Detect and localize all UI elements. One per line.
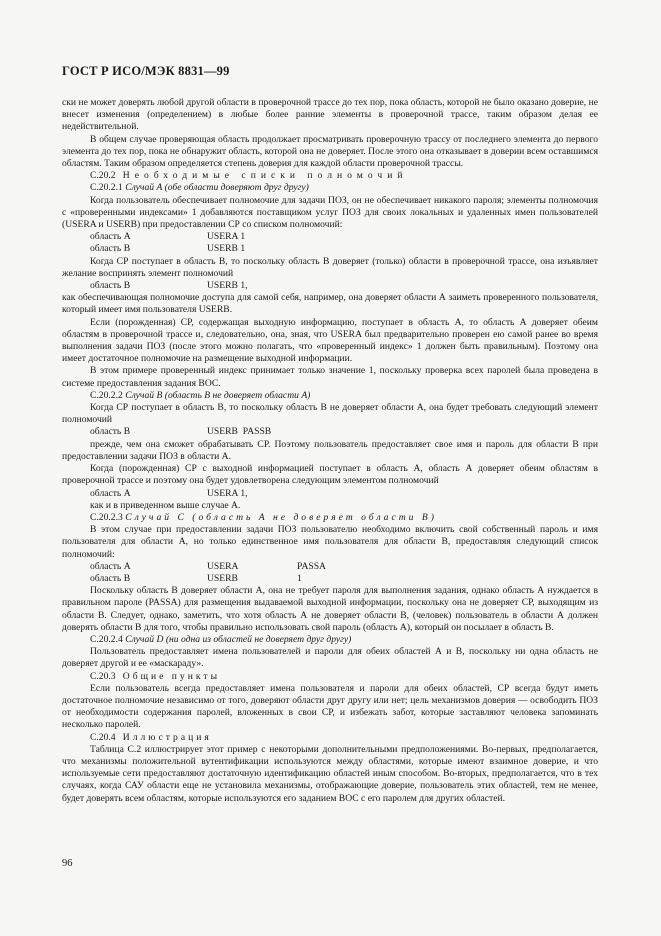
paragraph: Когда пользователь обеспечивает полномочие для задачи ПОЗ, он не обеспечивает никакого пароля; элементы полномочия с «проверенными индексами» 1 добавляются поставщиком услуг ПОЗ для своих локальных и удаленных имен пользователей (USERA и USERB) при предоставлении СР со списком полномочий: [62, 194, 598, 231]
paragraph: как обеспечивающая полномочие доступа для самой себя, например, она доверяет области А заиметь проверенного пользователя, который имеет имя пользователя USERB. [62, 292, 598, 316]
page-header: ГОСТ Р ИСО/МЭК 8831—99 [62, 64, 230, 78]
subsection-heading: С.20.2.2 Случай В (область В не доверяет области А) [90, 389, 311, 401]
subsection-heading: С.20.2.3 Случай С (область А не доверяет области В) [90, 511, 437, 523]
authority-row: область В USERB 1 [90, 243, 246, 255]
authority-row: область А USERA PASSA [90, 560, 326, 572]
document-body [62, 97, 598, 805]
paragraph: Когда СР поступает в область В, то поскольку область В доверяет (только) области в проверочной трассе, она изъявляет желание воспринять элемент полномочий [62, 255, 598, 279]
paragraph: Если пользователь всегда предоставляет имена пользователя и пароли для обеих областей, СР всегда будут иметь достаточное полномочие независимо от того, доверяют области друг другу или нет; цель механизмов доверия — освободить ПОЗ от необходимости содержания паролей, вложенных в свои СР, и избежать забот, которые заставляют человека запоминать несколько паролей. [62, 682, 598, 731]
paragraph: Когда (порожденная) СР с выходной информацией поступает в область А, область А доверяет обеим областям в проверочной трассе и поэтому она будет удовлетворена следующим элементом полномочий [62, 463, 598, 487]
paragraph: Таблица С.2 иллюстрирует этот пример с некоторыми дополнительными предположениями. Во-первых, предполагается, что механизмы положительной вутентификации используются между областями, которые имеют взаимное доверие, и что используемые сети предоставляют достаточную идентификацию областей иным способом. Во-вторых, предполагается, что в тех случаях, когда САУ области еще не установила механизмы, отображающие доверие, пользователь этих областей, тем не менее, будет доверять всем областям, которые используются его заданием ВОС с его паролем для других областей. [62, 743, 598, 804]
paragraph: ски не может доверять любой другой области в проверочной трассе до тех пор, пока область, которой не было оказано доверие, не внесет изменения (определением) в любые более ранние элементы в проверочной трассе, таким образом делая ее недействительной. [62, 97, 598, 133]
paragraph: Пользователь предоставляет имена пользователей и пароли для обеих областей А и В, поскольку ни одна область не доверяет другой и ее «маскараду». [62, 646, 598, 670]
authority-row: область В USERB 1 [90, 572, 302, 584]
paragraph: В этом случае при предоставлении задачи ПОЗ пользователю необходимо включить свой собственный пароль и имя пользователя для области А, но только единственное имя пользователя для области В, предоставляя следующий список полномочий: [62, 524, 598, 560]
paragraph: как и в приведенном выше случае А. [90, 499, 241, 511]
authority-row: область А USERA 1 [90, 231, 246, 243]
paragraph: Если (порожденная) СР, содержащая выходную информацию, поступает в область А, то область А доверяет обеим областям в проверочной трассе и, следовательно, она, зная, что USERA был предварительно проверен ею самой ранее во время выполнения задачи ПОЗ (после этого можно полагать, что «проверенный индекс» 1 должен быть правильным). Поэтому она имеет достаточное полномочие на размещение выходной информации. [62, 316, 598, 365]
authority-row: область А USERA 1, [90, 487, 248, 499]
section-heading: С.20.2 Необходимые списки полномочий [90, 170, 408, 182]
authority-row: область В USERB PASSB [90, 426, 272, 438]
authority-row: область В USERB 1, [90, 280, 248, 292]
paragraph: прежде, чем она сможет обрабатывать СР. Поэтому пользователь предоставляет свое имя и пароль для области В при предоставлении задачи ПОЗ в области А. [62, 438, 598, 462]
paragraph: В этом примере проверенный индекс принимает только значение 1, поскольку проверка всех паролей была проведена в системе предоставления задания ВОС. [62, 365, 598, 389]
paragraph: Поскольку область В доверяет области А, она не требует пароля для выполнения задания, однако область А нуждается в правильном пароле (PASSA) для размещения выдаваемой выходной информации, поскольку она не доверяет СР, выходящим из области В. Следует, однако, заметить, что хотя область А не доверяет области В, (человек) пользователь в области А должен доверять области В для того, чтобы правильно использовать свой пароль (область А), который он посылает в область В. [62, 585, 598, 633]
paragraph: В общем случае проверяющая область продолжает просматривать проверочную трассу от последнего элемента до первого элемента до тех пор, пока не обнаружит область, которой она не доверяет. После этого она отказывает в доверии всем оставшимся областям. Таким образом определяется степень доверия для каждой области проверочной трассы. [62, 133, 598, 170]
subsection-heading: С.20.2.4 Случай D (ни одна из областей не доверяет друг другу) [90, 633, 352, 645]
section-heading: С.20.3 Общие пункты [90, 670, 221, 682]
section-heading: С.20.4 Иллюстрация [90, 731, 212, 743]
page-number: 96 [62, 858, 73, 869]
paragraph: Когда СР поступает в область В, то поскольку область В не доверяет области А, она будет требовать следующий элемент полномочий [62, 402, 598, 426]
subsection-heading: С.20.2.1 Случай A (обе области доверяют друг другу) [90, 182, 309, 194]
